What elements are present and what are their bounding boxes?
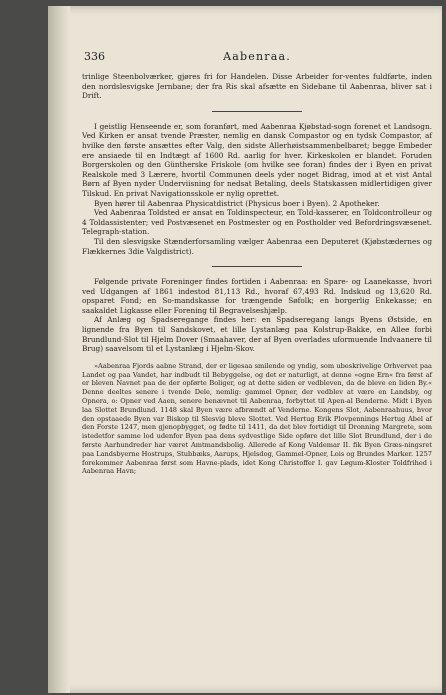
paragraph-customs: Ved Aabenraa Toldsted er ansat en Toldinspecteur, en Told-kasserer, en Toldcontrolleur og 4 Toldassistenter; ved Postvæsenet en Postmester og en Postholder ved Befordringsvæsenet. Telegraph-station. xyxy=(82,208,432,237)
section-divider xyxy=(212,266,302,267)
paragraph-harbor-works: trinlige Steenbolværker, gjøres fri for Handelen. Disse Arbeider for-ventes fuldførte, inden den nordslesvigske Jernbane; der fra Ris skal afsætte en Sidebane til Aabenraa, bliver sat i Drift. xyxy=(82,72,432,101)
paragraph-promenades: Af Anlæg og Spadseregange findes her: en Spadseregang langs Byens Østside, en lignende fra Byen til Sandskovet, et lille Lystanlæg paa Kolstrup-Bakke, en Allee forbi Brundlund-Slot til Hjelm Dover (Smaahaver, der af Byen overlades uformuende Indvaanere til Brug) saavelsom til et Lystanlæg i Hjelm-Skov. xyxy=(82,315,432,354)
footnote-history: »Aabenraa Fjords aabne Strand, der er ligesaa smilende og yndig, som ubeskrivelige Orhvervet paa Landet og paa Vandet, har indbudt til Bebyggelse, og det er naturligt, at denne »ogne Ern« fra først af er bleven Navnet paa de der opførte Boliger, og at dette siden er vedbleven, da de bleve en liden By.« Denne deeltes senere i tvende Dele, nemlig: gammel Opner, der vedblev at være en Landsby, og Opnera, o: Opner ved Aaen, senere benævnet til Aabenraa, forbyttet til Apen-al Benderne. Midt i Byen laa Slottet Brundlund. 1148 skal Byen være afbrændt af Venderne. Kongens Slot, Aabenraahuus, hvor den opstaaede Byen var Biskop til Slesvig bleve Slottet. Ved Hertug Erik Plovpennings Hertug Abel af den Forste 1247, men gjenopbygget, og fødte til 1411, da det blev fortidigt til Dronning Margrete, som istedetfor samme lod udenfor Byen paa dens sydvestlige Side opføre det lille Slot Brundlund, der i de første Aarhundreder har været Amtmandsbolig. Allerede af Kong Valdemar II. fik Byen Græs-ningsret paa Landsbyerne Hostrups, Stubbæks, Aarups, Hjelsdog, Gammel-Opner, Lois og Brundes Marker. 1257 forekommer Aabenraa først som Havne-plads, idet Kong Christoffer I. gav Løgum-Kloster Toldfrihed i Aabenraa Havn; xyxy=(82,361,432,476)
spacer xyxy=(82,354,432,362)
page-body xyxy=(82,72,432,476)
running-head: Aabenraa. xyxy=(223,50,291,63)
paragraph-associations: Følgende private Foreninger findes fortiden i Aabenraa: en Spare- og Laanekasse, hvori ved Udgangen af 1861 indestod 81,113 Rd., hvoraf 67,493 Rd. Indskud og 13,620 Rd. opsparet Fond; en So-mandskasse for trængende Søfolk; en borgerlig Enkekasse; en saakaldet Ligkasse eller Forening til Begravelseshjælp. xyxy=(82,277,432,315)
paragraph-church: I geistlig Henseende er, som foranført, med Aabenraa Kjøbstad-sogn forenet et Landsogn. Ved Kirken er ansat tvende Præster, nemlig en dansk Compastor og en tydsk Compastor, af hvilke den første ansættes efter Valg, den sidste Allerhøistsammenbelbaret; begge Embeder ere ansiaede til en Indtægt af 1600 Rd. aarlig for hver. Kirkeskolen er blandet. Foruden Borgerskolen og den Güntherske Friskole (om hvilke see foran) findes der i Byen en privat Realskole med 3 Lærere, hvortil Communen deels yder noget Bidrag, imod at et vist Antal Børn af Byen nyder Underviisning for nedsat Betaling, deels Statskassen midlertidigen giver Tilskud. En privat Navigationsskole er nylig oprettet. xyxy=(82,121,432,198)
page-gutter xyxy=(48,6,70,693)
page-header xyxy=(82,50,432,66)
paragraph-assembly: Til den slesvigske Stænderforsamling vælger Aabenraa een Deputeret (Kjøbstædernes og Flækkernes 3die Valgdistrict). xyxy=(82,236,432,256)
section-divider xyxy=(212,111,302,112)
book-page xyxy=(48,6,442,693)
paragraph-physicat: Byen hører til Aabenraa Physicatdistrict (Physicus boer i Byen). 2 Apotheker. xyxy=(94,198,380,208)
page-number: 336 xyxy=(84,50,105,63)
